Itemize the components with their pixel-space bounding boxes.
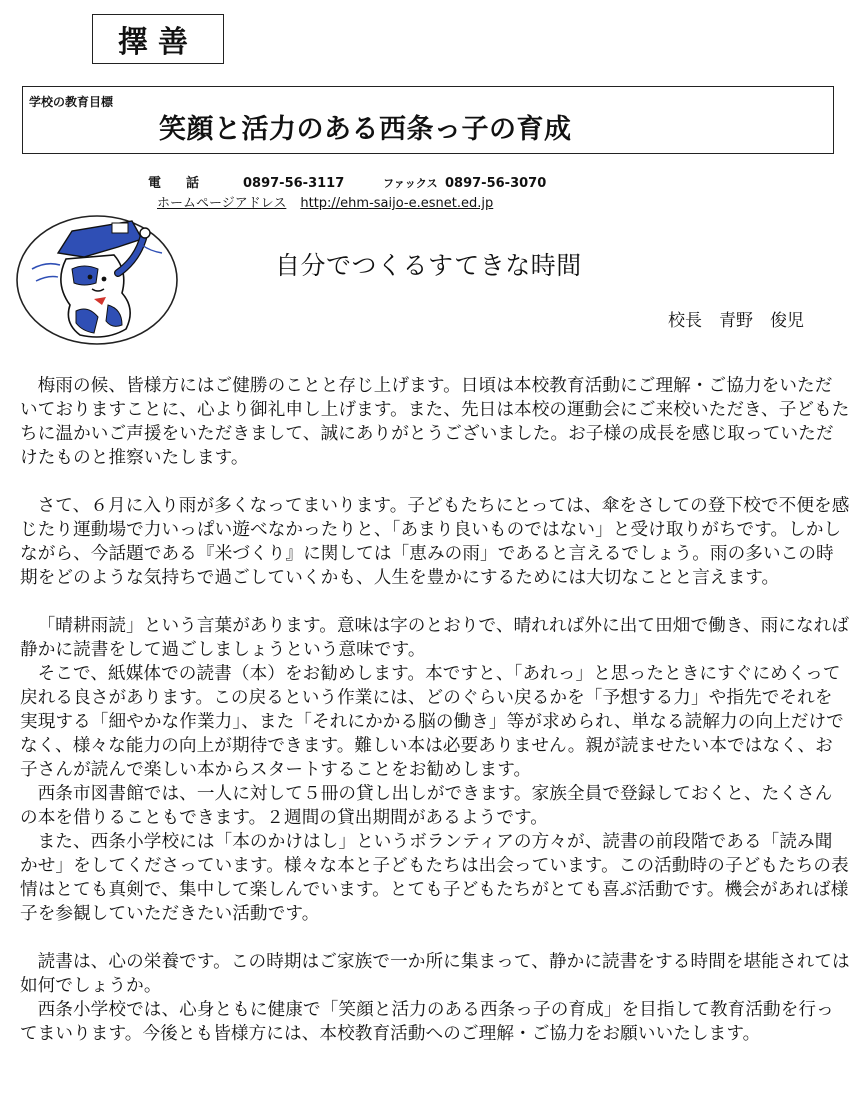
paragraph: また、西条小学校には「本のかけはし」というボランティアの方々が、読書の前段階である「読み聞かせ」をしてくださっています。様々な本と子どもたちは出会っています。この活動時の子どもたちの表情はとても真剣で、集中して楽しんでいます。とても子どもたちがとても喜ぶ活動です。機会があれば様子を参観していただきたい活動です。 — [20, 832, 849, 924]
school-goal-title: 笑顔と活力のある西条っ子の育成 — [159, 114, 572, 145]
paragraph: さて、６月に入り雨が多くなってまいります。子どもたちにとっては、傘をさしての登下校で不便を感じたり運動場で力いっぱい遊べなかったりと、「あまり良いものではない」と受け取りがちです。しかしながら、今話題である『米づくり』に関しては「恵みの雨」であると言えるでしょう。雨の多いこの時期をどのような気持ちで過ごしていくかも、人生を豊かにするためには大切なことと言えます。 — [20, 496, 850, 588]
school-goal-box — [22, 86, 834, 154]
paragraph: 「晴耕雨読」という言葉があります。意味は字のとおりで、晴れれば外に出て田畑で働き、雨になれば静かに読書をして過ごしましょうという意味です。 — [20, 616, 850, 660]
contact-line — [148, 172, 546, 191]
tel-number: 0897-56-3117 — [243, 176, 345, 191]
newsletter-title: 擇善 — [92, 14, 224, 64]
fax-number: 0897-56-3070 — [445, 176, 547, 191]
paragraph: 西条小学校では、心身ともに健康で「笑顔と活力のある西条っ子の育成」を目指して教育活動を行ってまいります。今後とも皆様方には、本校教育活動へのご理解・ご協力をお願いいたします。 — [20, 1000, 834, 1044]
tel-label: 電 話 — [148, 176, 206, 191]
paragraph: 梅雨の候、皆様方にはご健勝のことと存じ上げます。日頃は本校教育活動にご理解・ご協力をいただいておりますことに、心より御礼申し上げます。また、先日は本校の運動会にご来校いただき、子どもたちに温かいご声援をいただきまして、誠にありがとうございました。お子様の成長を感じ取っていただけたものと推察いたします。 — [20, 376, 850, 468]
paragraph: 西条市図書館では、一人に対して５冊の貸し出しができます。家族全員で登録しておくと、たくさんの本を借りることもできます。２週間の貸出期間があるようです。 — [20, 784, 833, 828]
article-title: 自分でつくるすてきな時間 — [275, 251, 582, 280]
article-body — [20, 374, 850, 1046]
paragraph: そこで、紙媒体での読書（本）をお勧めします。本ですと、「あれっ」と思ったときにすぐにめくって戻れる良さがあります。この戻るという作業には、どのぐらい戻るかを「予想する力」や指先でそれを実現する「細やかな作業力」、また「それにかかる脳の働き」等が求められ、単なる読解力の向上だけでなく、様々な能力の向上が期待できます。難しい本は必要ありません。親が読ませたい本ではなく、お子さんが読んで楽しい本からスタートすることをお勧めします。 — [20, 664, 844, 780]
paragraph: 読書は、心の栄養です。この時期はご家族で一か所に集まって、静かに読書をする時間を堪能されては如何でしょうか。 — [20, 952, 850, 996]
mascot-illustration — [14, 213, 180, 348]
fax-label: ファックス — [383, 177, 438, 190]
homepage-label: ホームページアドレス — [157, 196, 287, 211]
school-goal-label: 学校の教育目標 — [29, 95, 114, 109]
article-author: 校長 青野 俊児 — [668, 311, 804, 331]
homepage-url[interactable]: http://ehm-saijo-e.esnet.ed.jp — [300, 196, 494, 211]
homepage-line[interactable] — [157, 192, 493, 211]
